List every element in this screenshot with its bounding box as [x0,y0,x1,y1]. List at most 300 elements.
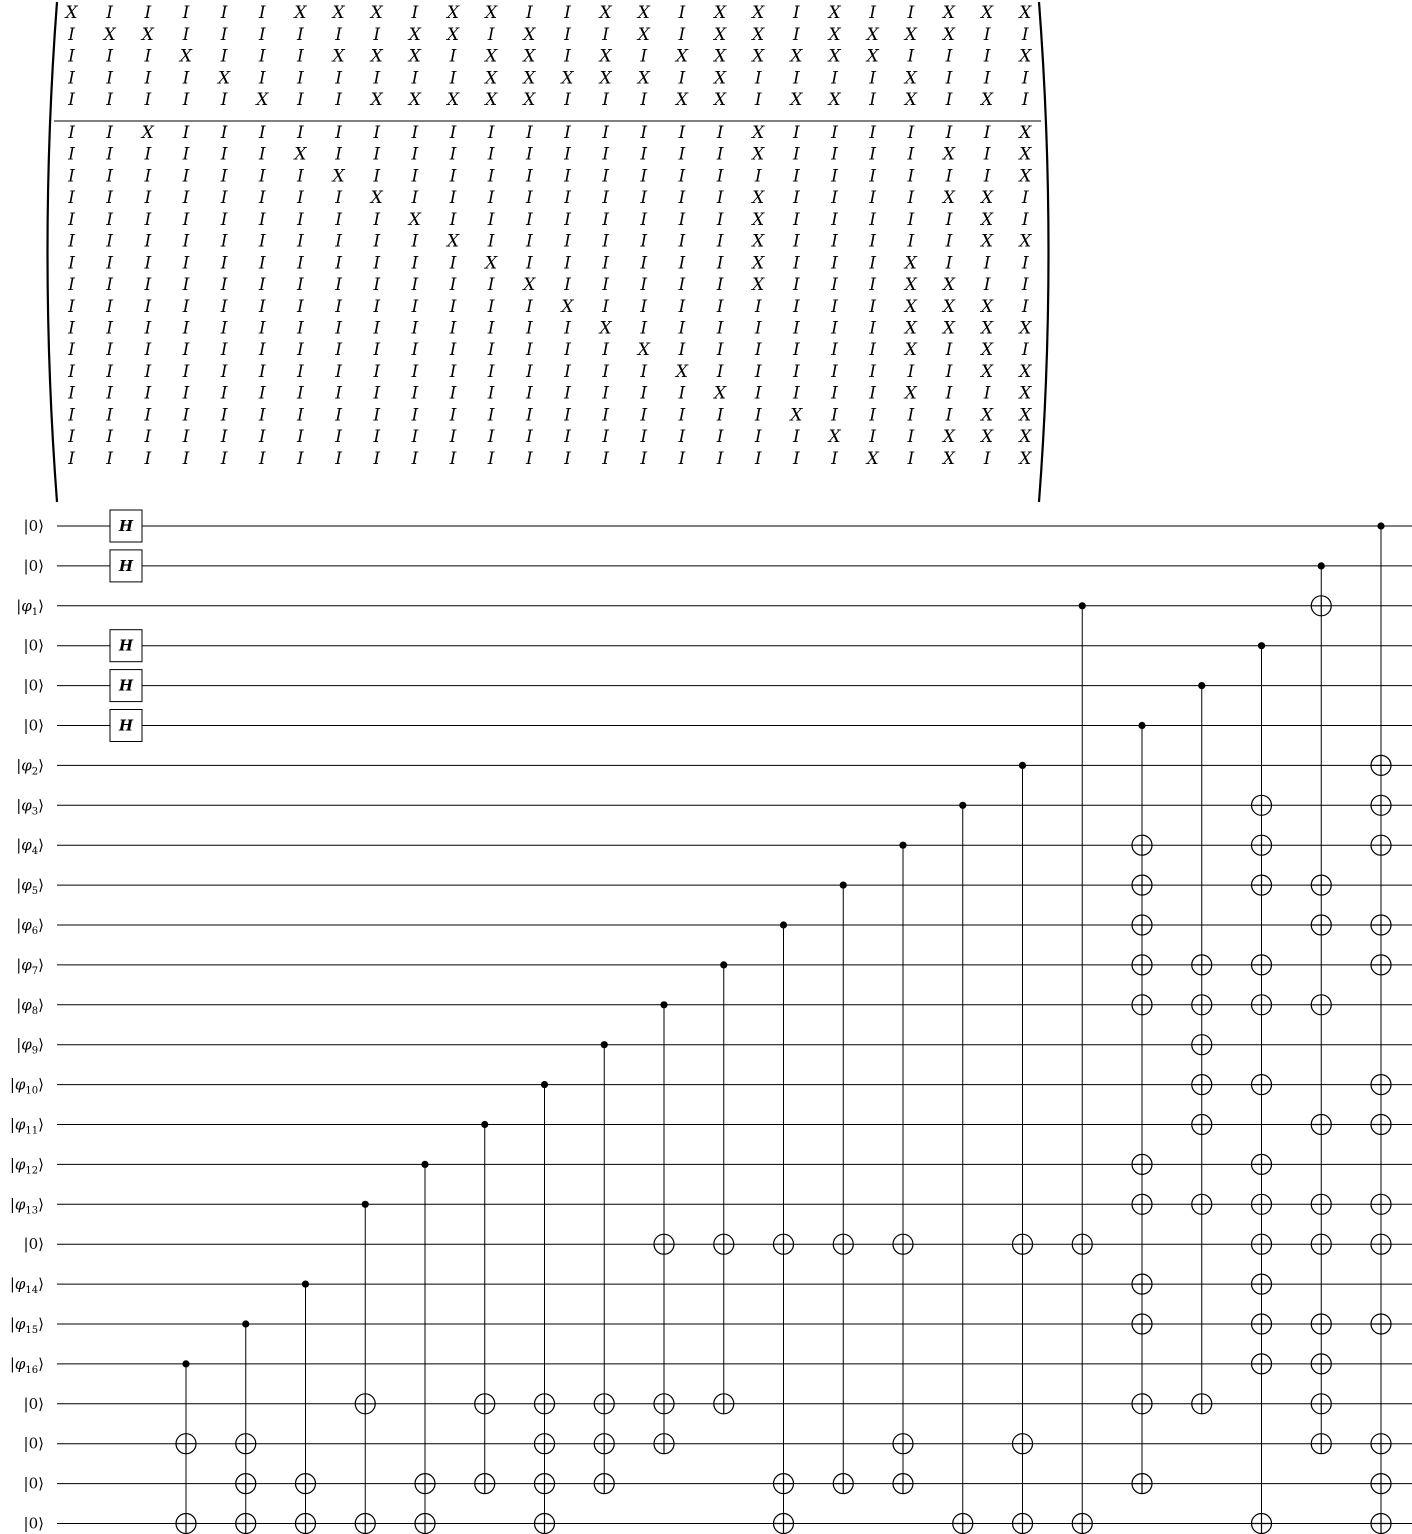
matrix-entry: I [297,296,304,317]
matrix-entry: I [678,448,686,469]
matrix-entry: I [144,448,152,469]
matrix-entry: I [831,340,838,361]
matrix-entry: X [752,24,765,45]
matrix-entry: I [869,296,877,317]
matrix-entry: I [525,123,533,143]
matrix-entry: I [602,253,609,274]
matrix-entry: I [335,253,342,274]
matrix-entry: X [523,90,536,110]
ket-symbol: φ [21,836,32,855]
matrix-entry: I [602,296,609,317]
matrix-entry: X [981,405,994,426]
target-oplus [1013,1234,1033,1254]
matrix-entry: I [68,231,75,252]
matrix-entry: I [68,296,75,317]
target-oplus [535,1474,555,1494]
matrix-entry: I [297,383,304,404]
matrix-entry: I [640,361,648,382]
cnot-gate [953,802,973,1534]
matrix-entry: I [602,144,609,165]
matrix-entry: I [525,296,533,317]
matrix-entry: I [983,46,991,67]
ket-label: |0⟩ [23,1514,44,1533]
matrix-entry: I [678,318,686,339]
matrix-entry: X [942,318,956,339]
matrix-entry: I [792,448,800,469]
matrix-entry: I [220,253,228,274]
matrix-entry: I [640,90,648,110]
target-oplus [1311,1434,1331,1454]
wire-label [16,956,44,977]
wire-label [24,557,44,575]
matrix-entry: I [869,123,877,143]
matrix-entry: I [983,166,991,187]
matrix-entry: I [449,296,457,317]
matrix-entry: X [65,3,78,23]
matrix-entry: I [106,361,114,382]
matrix-entry: I [831,275,838,296]
matrix-entry: I [220,24,228,45]
target-oplus [296,1474,316,1494]
matrix-entry: I [487,405,495,426]
matrix-entry: I [983,275,991,296]
matrix-entry: I [678,296,686,317]
matrix-entry: X [981,427,994,448]
matrix-entry: I [182,340,190,361]
target-oplus [1132,955,1152,975]
matrix-entry: I [640,318,648,339]
target-oplus [1311,1354,1331,1374]
matrix-entry: I [487,231,495,252]
matrix-entry: I [297,318,304,339]
target-oplus [893,1234,913,1254]
matrix-entry: I [564,231,571,252]
target-oplus [1013,1434,1033,1454]
matrix-entry: X [408,90,421,110]
matrix-entry: I [564,383,571,404]
matrix-entry: I [831,68,838,89]
matrix-entry: I [564,275,571,296]
target-oplus [1311,875,1331,895]
matrix-entry: I [106,296,114,317]
target-oplus [535,1394,555,1414]
matrix-entry: X [904,24,917,45]
matrix-entry: I [678,275,686,296]
matrix-entry: I [373,318,381,339]
matrix-entry: X [332,3,345,23]
ket-subscript: 12 [25,1165,39,1177]
ket-symbol: 0 [28,716,39,735]
ket-label: $|\varphi_1⟩$ [16,596,44,618]
matrix-entry: X [942,3,956,23]
control-dot [182,1360,189,1367]
matrix-entry: I [106,405,114,426]
matrix-entry: I [68,144,75,165]
matrix-entry: X [141,123,154,143]
ket-label: $|\varphi_{11}⟩$ [9,1115,44,1137]
matrix-entry: I [258,123,266,143]
matrix-entry: I [144,296,152,317]
matrix-entry: I [449,144,457,165]
target-oplus [1252,995,1272,1015]
matrix-entry: X [866,448,879,469]
matrix-entry: I [220,166,228,187]
matrix-entry: I [68,68,75,89]
matrix-entry: I [335,275,342,296]
matrix-entry: I [869,361,877,382]
matrix-entry: I [869,68,877,89]
matrix-entry: I [182,318,190,339]
target-oplus [475,1394,495,1414]
matrix-entry: I [258,24,266,45]
matrix-entry: I [144,209,152,230]
target-oplus [1192,1075,1212,1095]
target-oplus [1371,835,1391,855]
ket-label: $|\varphi_{14}⟩$ [9,1275,44,1297]
matrix-entry: I [487,296,495,317]
matrix-entry: I [678,209,686,230]
target-oplus [893,1434,913,1454]
target-oplus [1371,1474,1391,1494]
control-dot [660,1001,667,1008]
matrix-entry: I [335,90,342,110]
matrix-entry: I [487,318,495,339]
matrix-entry: I [68,24,75,45]
matrix-entry: X [332,166,345,187]
cnot-gate [236,1320,256,1533]
matrix-entry: I [564,340,571,361]
matrix-entry: X [981,296,994,317]
ket-label: |0⟩ [23,1434,44,1453]
matrix-entry: X [904,318,917,339]
target-oplus [893,1474,913,1494]
target-oplus [1311,596,1331,616]
matrix-entry: X [1019,46,1032,67]
hadamard-gate [110,510,142,542]
matrix-entry: I [716,361,724,382]
matrix-entry: I [373,68,381,89]
matrix-entry: I [983,68,991,89]
matrix-entry: I [182,166,190,187]
matrix-entry: I [831,231,838,252]
target-oplus [1132,1314,1152,1334]
matrix-entry: I [449,46,457,67]
matrix-entry: X [1019,448,1032,469]
hadamard-gate [110,670,142,702]
matrix-entry: I [564,448,571,469]
matrix-entry: I [106,166,114,187]
matrix-entry: I [411,68,419,89]
ket-symbol: φ [14,1195,26,1214]
matrix-entry: X [1019,427,1032,448]
matrix-entry: I [869,90,877,110]
matrix-entry: I [907,188,915,209]
ket-subscript: 6 [31,926,39,937]
matrix-entry: I [602,448,609,469]
matrix-entry: I [678,405,686,426]
matrix-entry: I [144,3,152,23]
matrix-entry: I [144,405,152,426]
hadamard-label: H [118,556,134,575]
matrix-entry: I [792,144,800,165]
matrix-entry: I [297,188,304,209]
matrix-entry: I [716,166,724,187]
matrix-entry: I [640,427,648,448]
ket-subscript: 8 [31,1005,39,1017]
ket-symbol: φ [14,1115,26,1134]
matrix-entry: I [1021,90,1029,110]
matrix-entry: I [487,24,495,45]
matrix-entry: X [294,144,307,165]
ket-label: $|\varphi_3⟩$ [16,796,44,818]
matrix-entry: I [335,68,342,89]
wire-label [16,836,44,857]
matrix-entry: I [869,3,877,23]
matrix-entry: I [945,340,953,361]
cnot-gate [654,1001,674,1453]
matrix-entry: I [373,24,381,45]
matrix-entry: I [945,166,953,187]
matrix-entry: I [678,383,686,404]
matrix-entry: I [373,209,381,230]
matrix-entry: I [869,166,877,187]
matrix-entry: I [258,296,266,317]
target-oplus [594,1474,614,1494]
matrix-entry: I [144,231,152,252]
control-dot [541,1081,548,1088]
wire-label [16,1036,44,1057]
matrix-entry: I [525,188,533,209]
matrix-entry: I [716,188,724,209]
target-oplus [1311,1394,1331,1414]
ket-label: $|\varphi_7⟩$ [16,955,44,977]
matrix-entry: I [68,405,75,426]
target-oplus [296,1514,316,1534]
matrix-entry: I [106,3,114,23]
matrix-entry: X [713,46,727,67]
matrix-entry: X [713,90,727,110]
matrix-entry: I [144,275,152,296]
matrix-entry: I [602,166,609,187]
matrix-entry: X [103,24,116,45]
matrix-entry: I [945,231,953,252]
matrix-entry: X [408,46,421,67]
matrix-entry: I [678,123,686,143]
matrix-entry: I [525,253,533,274]
target-oplus [654,1394,674,1414]
matrix-entry: I [487,166,495,187]
target-oplus [953,1514,973,1534]
matrix-entry: I [602,275,609,296]
matrix-entry: I [907,448,915,469]
matrix-entry: X [1019,166,1032,187]
matrix-entry: I [678,231,686,252]
target-oplus [1192,995,1212,1015]
matrix-entry: I [68,448,75,469]
matrix-entry: X [446,3,460,23]
target-oplus [1252,1514,1272,1534]
target-oplus [1132,875,1152,895]
hadamard-label: H [118,676,134,695]
matrix-entry: I [182,427,190,448]
matrix-entry: I [144,144,152,165]
matrix-entry: I [335,427,342,448]
matrix-entry: I [68,383,75,404]
ket-symbol: 0 [28,636,39,655]
matrix-entry: I [106,383,114,404]
target-oplus [833,1474,853,1494]
matrix-entry: I [640,231,648,252]
matrix-left-paren [48,2,58,502]
matrix-cells [63,3,1032,469]
matrix-entry: I [144,253,152,274]
matrix-entry: I [68,427,75,448]
matrix-entry: I [754,361,762,382]
target-oplus [1252,955,1272,975]
ket-label: |0⟩ [23,716,44,735]
target-oplus [1311,1314,1331,1334]
matrix-entry: X [179,46,193,67]
hadamard-gate [110,550,142,582]
matrix-entry: I [220,209,228,230]
matrix-entry: I [1021,275,1029,296]
matrix-entry: X [981,188,994,209]
matrix-entry: I [754,383,762,404]
matrix-entry: I [297,209,304,230]
matrix-entry: I [831,166,838,187]
matrix-entry: I [602,123,609,143]
matrix-entry: I [182,123,190,143]
matrix-entry: I [258,383,266,404]
ket-label: |0⟩ [23,1235,44,1254]
matrix-entry: I [335,318,342,339]
target-oplus [1252,1274,1272,1294]
matrix-entry: X [446,231,460,252]
matrix-entry: I [907,144,915,165]
matrix-entry: I [983,144,991,165]
matrix-entry: X [752,209,765,230]
matrix-entry: I [792,166,800,187]
matrix-entry: I [335,405,342,426]
matrix-entry: X [523,46,536,67]
target-oplus [355,1394,375,1414]
matrix-entry: I [106,188,114,209]
matrix-entry: I [754,318,762,339]
cnot-gate [833,882,853,1494]
matrix-entry: I [106,427,114,448]
matrix-entry: I [678,24,686,45]
matrix-entry: I [640,166,648,187]
matrix-entry: I [297,231,304,252]
matrix-entry: I [983,383,991,404]
matrix-entry: I [220,405,228,426]
matrix-entry: X [1019,405,1032,426]
matrix-entry: I [220,427,228,448]
matrix-entry: I [297,24,304,45]
target-oplus [176,1514,196,1534]
target-oplus [1371,1434,1391,1454]
matrix-entry: X [713,3,727,23]
ket-label: |0⟩ [23,556,44,575]
matrix-entry: I [831,296,838,317]
matrix-entry: I [792,68,800,89]
matrix-entry: X [904,383,917,404]
matrix-entry: I [640,123,648,143]
matrix-entry: I [487,340,495,361]
matrix-entry: I [449,188,457,209]
matrix-entry: X [752,123,765,143]
matrix-entry: I [449,383,457,404]
matrix-entry: X [1019,361,1032,382]
target-oplus [535,1434,555,1454]
matrix-entry: X [675,361,688,382]
ket-symbol: 0 [28,517,39,535]
matrix-entry: I [297,340,304,361]
matrix-entry: X [485,253,498,274]
matrix-entry: I [373,166,381,187]
target-oplus [1192,1035,1212,1055]
matrix-entry: X [370,3,383,23]
target-oplus [654,1434,674,1454]
matrix-entry: I [754,166,762,187]
matrix-entry: I [411,123,419,143]
matrix-entry: X [408,209,421,230]
ket-label: $|\varphi_9⟩$ [16,1035,44,1057]
matrix-entry: I [869,253,877,274]
ket-symbol: φ [21,796,32,815]
matrix-entry: I [792,427,800,448]
matrix-entry: X [904,68,917,89]
target-oplus [1192,1394,1212,1414]
wire-label [24,1475,44,1493]
matrix-entry: X [942,427,956,448]
matrix-entry: I [449,361,457,382]
circuit-gates [110,510,1391,1534]
matrix-entry: X [485,3,498,23]
cnot-gate [176,1360,196,1533]
matrix-entry: X [485,68,498,89]
target-oplus [1371,1115,1391,1135]
matrix-entry: I [68,188,75,209]
target-oplus [176,1434,196,1454]
ket-label: |0⟩ [23,636,44,655]
wire-label [24,717,44,735]
cnot-gate [475,1121,495,1494]
matrix-entry: I [1021,296,1029,317]
matrix-entry: I [831,448,838,469]
target-oplus [475,1474,495,1494]
matrix-entry: I [869,209,877,230]
matrix-entry: X [599,3,612,23]
matrix-entry: X [1019,144,1032,165]
matrix-entry: I [258,144,266,165]
target-oplus [774,1234,794,1254]
matrix-entry: I [68,209,75,230]
target-oplus [1252,875,1272,895]
matrix-entry: I [678,68,686,89]
matrix-entry: I [373,361,381,382]
target-oplus [1132,1154,1152,1174]
target-oplus [1072,1234,1092,1254]
matrix-entry: I [831,383,838,404]
target-oplus [1311,1194,1331,1214]
target-oplus [1371,1075,1391,1095]
target-oplus [654,1234,674,1254]
target-oplus [415,1514,435,1534]
matrix-entry: X [713,68,727,89]
cnot-gate [594,1041,614,1494]
target-oplus [236,1514,256,1534]
